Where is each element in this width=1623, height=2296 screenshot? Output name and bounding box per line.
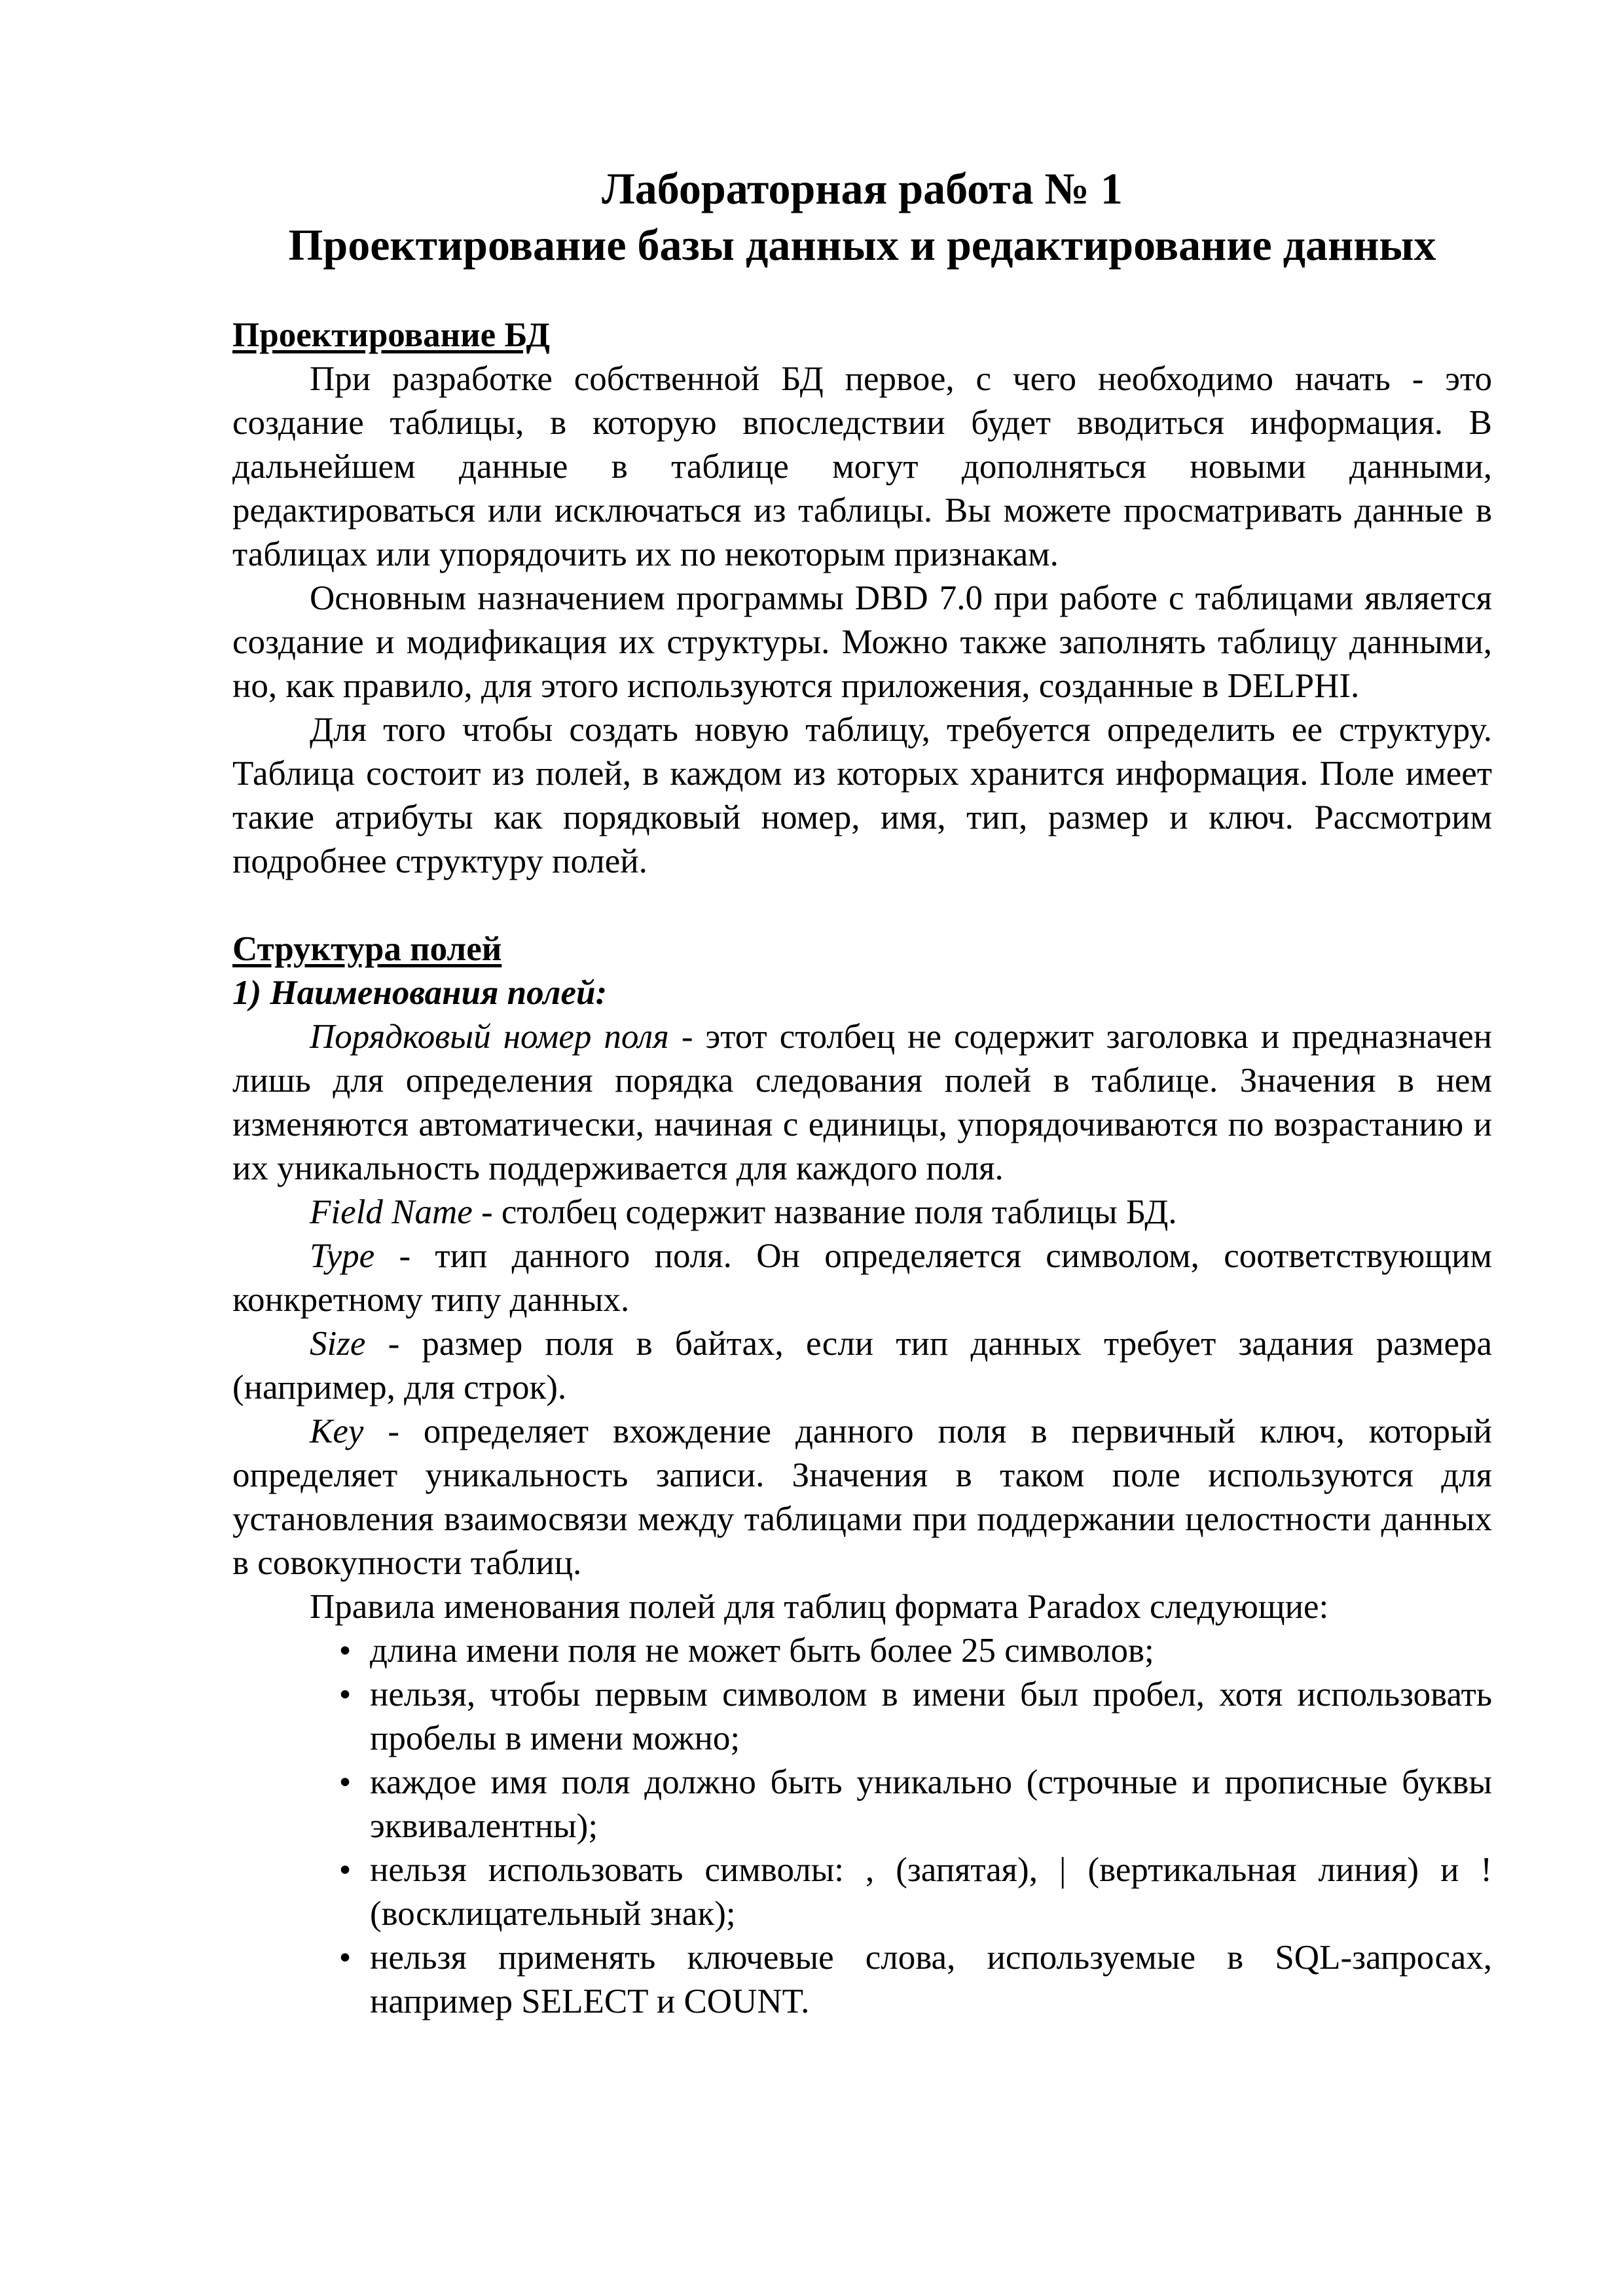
field-description xyxy=(232,1015,1492,1191)
field-term: Порядковый номер поля xyxy=(310,1018,669,1056)
rule-text: нельзя использовать символы: , (запятая), | (вертикальная линия) и ! (восклицательный знак); xyxy=(370,1851,1492,1933)
paragraph: При разработке собственной БД первое, с чего необходимо начать - это создание таблицы, в которую впоследствии будет вводиться информация. В дальнейшем данные в таблице могут дополняться новыми данными, редактироваться или исключаться из таблицы. Вы можете просматривать данные в таблицах или упорядочить их по некоторым признакам. xyxy=(232,360,1492,573)
rule-text: длина имени поля не может быть более 25 символов; xyxy=(370,1632,1154,1670)
field-term: Key xyxy=(310,1412,364,1450)
field-desc: - размер поля в байтах, если тип данных требует задания размера (например, для строк). xyxy=(232,1325,1492,1407)
field-description xyxy=(232,1322,1492,1410)
field-description xyxy=(232,1410,1492,1585)
field-desc: - столбец содержит название поля таблицы БД. xyxy=(472,1193,1177,1231)
list-item xyxy=(338,1936,1492,2024)
list-item xyxy=(338,1629,1492,1673)
bullet-icon: • xyxy=(338,1676,352,1713)
field-term: Field Name xyxy=(310,1193,473,1231)
field-desc: - определяет вхождение данного поля в первичный ключ, который определяет уникальность записи. Значения в таком поле используются для установления взаимосвязи между таблицами при поддержании целостности данных в совокупности таблиц. xyxy=(232,1412,1492,1582)
rules-intro: Правила именования полей для таблиц формата Paradox следующие: xyxy=(310,1588,1329,1626)
rule-text: нельзя, чтобы первым символом в имени был пробел, хотя использовать пробелы в имени можно; xyxy=(370,1676,1492,1757)
subheading-field-names: 1) Наименования полей: xyxy=(232,974,608,1012)
field-term: Type xyxy=(310,1237,375,1275)
title-line-2: Проектирование базы данных и редактирование данных xyxy=(288,220,1436,270)
rule-text: нельзя применять ключевые слова, используемые в SQL-запросах, например SELECT и COUNT. xyxy=(370,1939,1492,2020)
section-heading-db-design: Проектирование БД xyxy=(232,316,550,354)
bullet-icon: • xyxy=(338,1851,352,1889)
field-description xyxy=(232,1234,1492,1322)
field-term: Size xyxy=(310,1325,366,1363)
field-desc: - этот столбец не содержит заголовка и предназначен лишь для определения порядка следования полей в таблице. Значения в нем изменяются автоматически, начиная с единицы, упорядочиваются по возрастанию и их уникальность поддерживается для каждого поля. xyxy=(232,1018,1492,1187)
title-line-1: Лабораторная работа № 1 xyxy=(602,164,1123,213)
paragraph: Основным назначением программы DBD 7.0 при работе с таблицами является создание и модификация их структуры. Можно также заполнять таблицу данными, но, как правило, для этого используются приложения, созданные в DELPHI. xyxy=(232,579,1492,705)
bullet-icon: • xyxy=(338,1632,352,1670)
list-item xyxy=(338,1673,1492,1761)
field-description xyxy=(232,1191,1492,1234)
list-item xyxy=(338,1848,1492,1936)
document-title xyxy=(232,160,1492,273)
spacer xyxy=(232,884,1492,927)
rule-text: каждое имя поля должно быть уникально (строчные и прописные буквы эквивалентны); xyxy=(370,1763,1492,1845)
bullet-icon: • xyxy=(338,1763,352,1801)
naming-rules-list xyxy=(232,1629,1492,2024)
document-body xyxy=(232,314,1492,2024)
field-desc: - тип данного поля. Он определяется символом, соответствующим конкретному типу данных. xyxy=(232,1237,1492,1319)
paragraph: Для того чтобы создать новую таблицу, требуется определить ее структуру. Таблица состоит из полей, в каждом из которых хранится информация. Поле имеет такие атрибуты как порядковый номер, имя, тип, размер и ключ. Рассмотрим подробнее структуру полей. xyxy=(232,711,1492,880)
section-heading-field-structure: Структура полей xyxy=(232,930,502,968)
list-item xyxy=(338,1761,1492,1848)
bullet-icon: • xyxy=(338,1939,352,1977)
